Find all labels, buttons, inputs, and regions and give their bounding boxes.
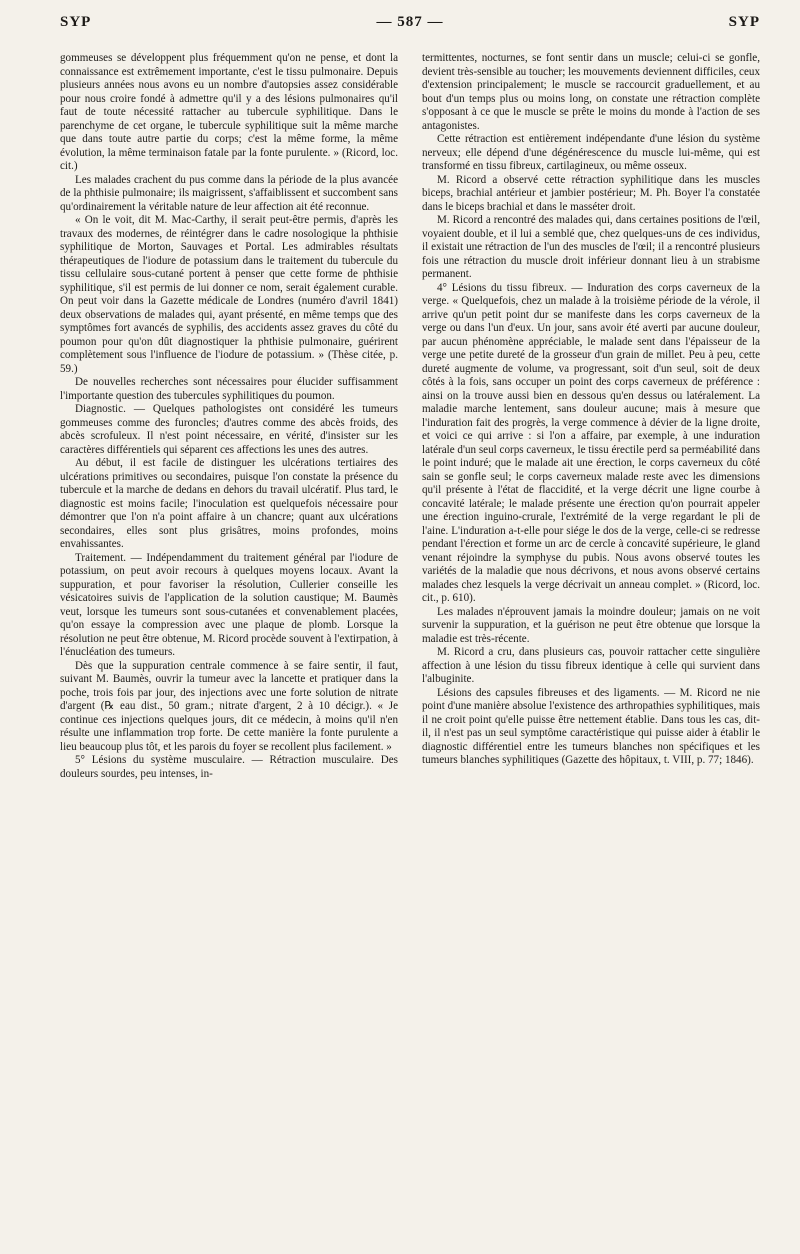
paragraph-traitement: Traitement. — Indépendamment du traitement général par l'iodure de potassium, on peut avoir recours à quelques moyens locaux. Avant la suppuration, et pour favoriser la résolution, Cullerier conseille les vésicatoires suivis de l'application de la solution caustique; M. Baumès veut, lorsque les tumeurs sont sous-cutanées et convenablement placées, qu'on essaye la compression avec une plaque de plomb. Lorsque la résolution ne peut être obtenue, M. Ricord procède souvent à l'extirpation, à l'énucléation des tumeurs.	[60, 551, 398, 658]
paragraph: Les malades n'éprouvent jamais la moindre douleur; jamais on ne voit survenir la suppuration, et la guérison ne peut être obtenue que lorsque la maladie est très-récente.	[422, 605, 760, 645]
paragraph: De nouvelles recherches sont nécessaires pour élucider suffisamment l'importante question des tubercules syphilitiques du poumon.	[60, 376, 398, 402]
paragraph-tissu-fibreux: 4° Lésions du tissu fibreux. — Induration des corps caverneux de la verge. « Quelquefois, chez un malade à la troisième période de la vérole, il arrive qu'un petit point dur se manifeste dans les corps caverneux de la verge ou dans l'un d'eux. Un jour, sans avoir été averti par aucune douleur, par aucun phénomène appréciable, le malade sent dans l'épaisseur de la verge une petite dureté de la grosseur d'un grain de millet. Peu à peu, cette dureté augmente de volume, va progressant, soit d'un seul, soit de deux côtés à la fois, sans occuper un point des corps caverneux de préférence : ainsi on la trouve aussi bien en dessous qu'en dessus ou latéralement. La maladie marche lentement, sans douleur aucune; mais à mesure que l'induration fait des progrès, la verge commence à dévier de la ligne droite, et voici ce qui arrive : si l'on a affaire, par exemple, à une induration latérale d'un seul corps caverneux, le tissu érectile perd sa perméabilité dans le point induré; que le malade ait une érection, le corps caverneux du côté sain se gonfle seul; le corps caverneux malade reste avec les dimensions qu'il présente à l'état de flaccidité, et la verge décrit une ligne courbe à concavité latérale; le malade présente une érection qu'on pourrait appeler une érection inguino-crurale, l'extrémité de la verge regardant le pli de l'aine. L'induration a-t-elle pour siége le dos de la verge, celle-ci se redresse pendant l'érection et forme un arc de cercle à concavité supérieure, le gland venant réjoindre la symphyse du pubis. Nous avons observé toutes les variétés de la maladie que nous décrivons, et nous avons observé certains malades chez lesquels la verge décrivait un anneau complet. » (Ricord, loc. cit., p. 610).	[422, 281, 760, 604]
running-head-right: SYP	[728, 14, 760, 30]
paragraph: M. Ricord a observé cette rétraction syphilitique dans les muscles biceps, brachial antérieur et jambier postérieur; M. Ph. Boyer l'a constatée dans le biceps brachial et dans le masséter droit.	[422, 173, 760, 213]
paragraph: Cette rétraction est entièrement indépendante d'une lésion du système nerveux; elle dépend d'une dégénérescence du muscle lui-même, qui est transformé en tissu fibreux, cartilagineux, ou même osseux.	[422, 133, 760, 172]
right-column	[422, 52, 760, 1247]
page-number: — 587 —	[376, 14, 444, 30]
paragraph: M. Ricord a cru, dans plusieurs cas, pouvoir rattacher cette singulière affection à une lésion du tissu fibreux identique à celle qui survient dans l'albuginite.	[422, 646, 760, 685]
paragraph-capsules-ligaments: Lésions des capsules fibreuses et des ligaments. — M. Ricord ne nie point d'une manière absolue l'existence des arthropathies syphilitiques, mais il ne croit point qu'elle puisse être nettement établie. Dans tous les cas, dit-il, il n'est pas un seul symptôme caractéristique qui puisse aider à établir le diagnostic différentiel entre les tumeurs blanches non spécifiques et les tumeurs blanches syphilitiques (Gazette des hôpitaux, t. VIII, p. 77; 1846).	[422, 686, 760, 766]
paragraph: « On le voit, dit M. Mac-Carthy, il serait peut-être permis, d'après les travaux des modernes, de réintégrer dans le cadre nosologique la phthisie syphilitique de Morton, Sauvages et Portal. Les admirables résultats thérapeutiques de l'iodure de potassium dans le traitement du tubercule du tissu cellulaire sous-cutané portent à penser que cette forme de phthisie syphilitique, s'il est permis de lui donner ce nom, serait également curable. On peut voir dans la Gazette médicale de Londres (numéro d'avril 1841) deux observations de malades qui, ayant présenté, en même temps que des symptômes fort avancés de syphilis, des accidents assez graves du côté du poumon pour qu'on dût diagnostiquer la phthisie pulmonaire, guérirent complètement sous l'influence de l'iodure de potassium. » (Thèse citée, p. 59.)	[60, 214, 398, 375]
paragraph: termittentes, nocturnes, se font sentir dans un muscle; celui-ci se gonfle, devient très-sensible au toucher; les mouvements deviennent difficiles, ceux d'extension principalement; le muscle se raccourcit graduellement, et au bout d'un temps plus ou moins long, on constate une rétraction complète s'opposant à ce que le muscle se prête le moins du monde à l'action de ses antagonistes.	[422, 52, 760, 132]
paragraph: Au début, il est facile de distinguer les ulcérations tertiaires des ulcérations primitives ou secondaires, puisque l'on constate la présence du tubercule et la marche de dedans en dehors du travail ulcératif. Plus tard, le diagnostic est moins facile; l'inoculation est quelquefois nécessaire pour démontrer que l'on n'a point affaire à un chancre; quant aux ulcérations secondaires, elles sont plus grisâtres, moins profondes, moins envahissantes.	[60, 457, 398, 550]
paragraph: M. Ricord a rencontré des malades qui, dans certaines positions de l'œil, voyaient double, et il lui a semblé que, chez quelques-uns de ces individus, il existait une rétraction de l'un des muscles de l'œil; il a rencontré plusieurs fois une rétraction du muscle droit inférieur donnant lieu à un strabisme permanent.	[422, 214, 760, 280]
left-column	[60, 52, 398, 1247]
paragraph-lesions-musculaires: 5° Lésions du système musculaire. — Rétraction musculaire. Des douleurs sourdes, peu intenses, in-	[60, 754, 398, 780]
running-head-left: SYP	[60, 14, 92, 30]
paragraph-diagnostic: Diagnostic. — Quelques pathologistes ont considéré les tumeurs gommeuses comme des furoncles; d'autres comme des abcès froids, des abcès scrofuleux. Il n'est point nécessaire, en vérité, d'insister sur les caractères différentiels qui séparent ces affections les unes des autres.	[60, 403, 398, 456]
paragraph: gommeuses se développent plus fréquemment qu'on ne pense, et dont la connaissance est extrêmement importante, c'est le tissu pulmonaire. Depuis plusieurs années nous avons eu un nombre d'autopsies assez considérable pour nous croire fondé à admettre qu'il y a des lésions pulmonaires qu'il faut de toute nécessité rattacher au tubercule syphilitique. Dans le parenchyme de cet organe, le tubercule syphilitique suit la même marche que dans toute autre partie du corps; c'est la même forme, la même évolution, la même terminaison fatale par la fonte purulente. » (Ricord, loc. cit.)	[60, 52, 398, 172]
paragraph: Dès que la suppuration centrale commence à se faire sentir, il faut, suivant M. Baumès, ouvrir la tumeur avec la lancette et pratiquer dans la poche, trois fois par jour, des injections avec une forte solution de nitrate d'argent (℞ eau dist., 50 gram.; nitrate d'argent, 2 à 10 décigr.). « Je continue ces injections quelques jours, dit ce médecin, à moins qu'il n'en résulte une inflammation trop forte. De cette manière la fonte purulente a lieu beaucoup plus tôt, et les parois du foyer se recollent plus facilement. »	[60, 659, 398, 753]
paragraph: Les malades crachent du pus comme dans la période de la plus avancée de la phthisie pulmonaire; ils maigrissent, s'affaiblissent et succombent sans qu'ordinairement la véritable nature de leur affection ait été reconnue.	[60, 173, 398, 213]
page-header	[60, 14, 760, 40]
